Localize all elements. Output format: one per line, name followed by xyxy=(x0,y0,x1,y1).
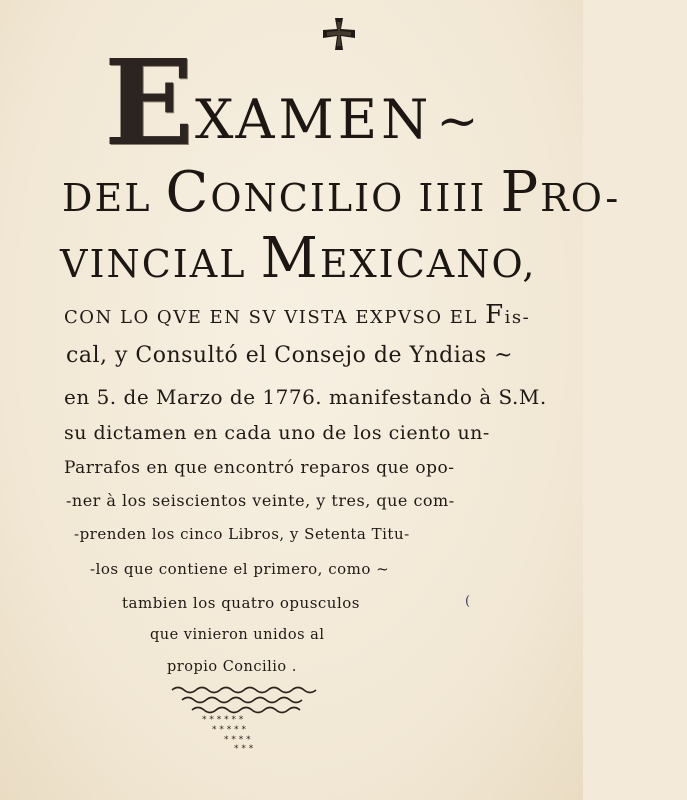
svg-text:* * * *: * * * * xyxy=(224,735,251,745)
title2-part1: DEL xyxy=(62,176,166,220)
title3-part2: EXICANO, xyxy=(319,242,537,286)
body-line-1-cap: F xyxy=(485,300,505,330)
title-examen xyxy=(104,33,687,172)
title2-part4: RO- xyxy=(540,176,621,220)
svg-text:* * * * * *: * * * * * * xyxy=(202,715,244,725)
body-line-5: Parrafos en que encontró reparos que opo- xyxy=(64,458,455,478)
svg-text:* * *: * * * xyxy=(234,744,254,754)
svg-text:* * * * *: * * * * * xyxy=(212,725,246,735)
body-line-7: -prenden los cinco Libros, y Setenta Titu- xyxy=(74,525,410,543)
body-line-1 xyxy=(64,300,530,330)
title-del-concilio xyxy=(62,160,645,225)
title-rest: XAMEN xyxy=(194,88,433,151)
title-vincial-mexicano xyxy=(60,226,643,291)
body-line-10: que vinieron unidos al xyxy=(150,627,325,643)
body-line-2: cal, y Consultó el Consejo de Yndias ~ xyxy=(66,343,514,368)
stray-mark: ( xyxy=(465,594,471,609)
title2-part2: ONCILIO xyxy=(210,176,419,220)
title-tilde: ~ xyxy=(436,92,480,150)
body-line-3: en 5. de Marzo de 1776. manifestando à S.M. xyxy=(64,385,547,409)
body-line-1-a: CON LO QVE EN SV VISTA EXPVSO EL xyxy=(64,307,486,328)
title3-part1: VINCIAL xyxy=(60,242,261,286)
body-line-6: -ner à los seiscientos veinte, y tres, que com- xyxy=(66,491,455,510)
body-line-4: su dictamen en cada uno de los ciento un- xyxy=(64,422,490,444)
body-line-9: tambien los quatro opusculos xyxy=(122,594,360,612)
title2-numeral: IIII xyxy=(418,176,501,220)
body-line-11: propio Concilio . xyxy=(167,659,297,675)
tailpiece-ornament-icon xyxy=(168,684,328,754)
title2-cap-c: C xyxy=(165,160,211,225)
body-line-1-b: is- xyxy=(504,307,531,328)
title-initial: E xyxy=(104,33,195,172)
title3-cap-m: M xyxy=(260,226,320,291)
body-line-8: -los que contiene el primero, como ~ xyxy=(90,560,390,578)
title2-cap-p: P xyxy=(500,160,541,225)
